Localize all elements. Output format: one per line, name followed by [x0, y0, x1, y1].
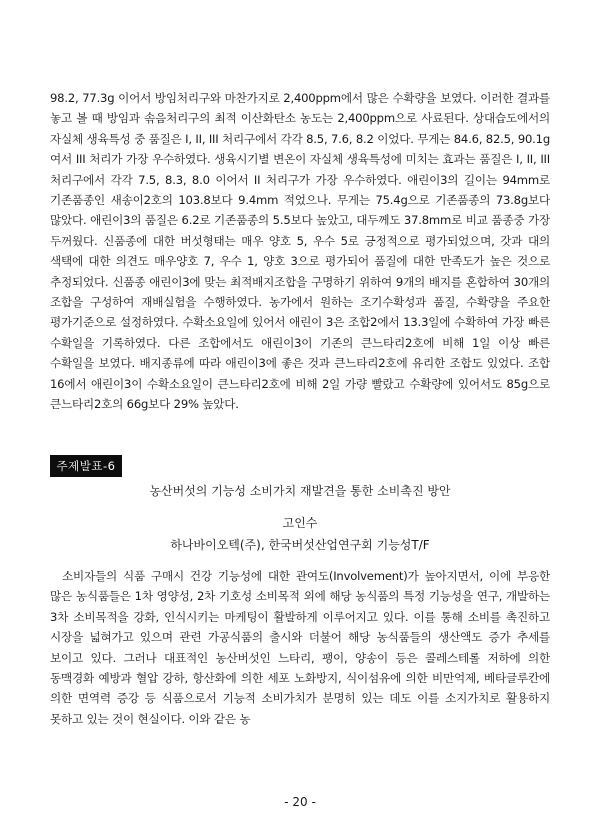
body-paragraph-1: 98.2, 77.3g 이어서 방임처리구와 마찬가지로 2,400ppm에서 많은 수확량을 보였다. 이러한 결과를 놓고 볼 때 방임과 솎음처리구의 최적 이산화탄소 농도는 2,400ppm으로 사료된다. 상대습도에서의 자실체 생육특성 중 품질은 I, II, III 처리구에서 각각 8.5, 7.6, 8.2 이었다. 무게는 84.6, 82.5, 90.1g 여서 III 처리가 가장 우수하였다. 생육시기별 변온이 자실체 생육특성에 미치는 효과는 품질은 I, II, III 처리구에서 각각 7.5, 8.3, 8.0 이어서 II 처리구가 가장 우수하였다. 애린이3의 길이는 94mm로 기존품종인 새송이2호의 103.8보다 9.4mm 적었으나. 무게는 75.4g으로 기존품종의 73.8g보다 많았다. 애린이3의 품질은 6.2로 기존품종의 5.5보다 높았고, 대두께도 37.8mm로 비교 품종중 가장 두꺼웠다. 신품종에 대한 버섯형태는 매우 양호 5, 우수 5로 긍정적으로 평가되었으며, 갓과 대의 색택에 대한 의견도 매우양호 7, 우수 1, 양호 3으로 평가되어 품질에 대한 만족도가 높은 것으로 추정되었다. 신품종 애린이3에 맞는 최적배지조합을 구명하기 위하여 9개의 배지를 혼합하여 30개의 조합을 구성하여 재배실험을 수행하였다. 농가에서 원하는 조기수확성과 품질, 수확량을 주요한 평가기준으로 설정하였다. 수확소요일에 있어서 애린이 3은 조합2에서 13.3일에 수확하여 가장 빠른 수확일을 기록하였다. 다른 조합에서도 애린이3이 기존의 큰느타리2호에 비해 1일 이상 빠른 수확일을 보였다. 배지종류에 따라 애린이3에 좋은 것과 큰느타리2호에 유리한 조합도 있었다. 조합 16에서 애린이3이 수확소요일이 큰느타리2호에 비해 2일 가량 빨랐고 수확량에 있어서도 85g으로 큰느타리2호의 66g보다 29% 높았다. [50, 91, 550, 412]
body-paragraph-2: 소비자들의 식품 구매시 건강 기능성에 대한 관여도(Involvement)가 높아지면서, 이에 부응한 많은 농식품들은 1차 영양성, 2차 기호성 소비목적 외에 해당 농식품의 특정 기능성을 연구, 개발하는 3차 소비목적을 강화, 인식시키는 마케팅이 활발하게 이루어지고 있다. 이를 통해 소비를 촉진하고 시장을 넓혀가고 있으며 관련 가공식품의 출시와 더불어 해당 농식품들의 생산액도 증가 추세를 보이고 있다. 그러나 대표적인 농산버섯인 느타리, 팽이, 양송이 등은 콜레스테롤 저하에 의한 동맥경화 예방과 혈압 강하, 항산화에 의한 세포 노화방지, 식이섬유에 의한 비만억제, 베타글루칸에 의한 면역력 증강 등 식품으로서 기능적 소비가치가 분명히 있는 데도 이를 소지가치로 활용하지 못하고 있는 것이 현실이다. 이와 같은 농 [50, 569, 550, 726]
author-name: 고인수 [282, 516, 318, 530]
section-label: 주제발표-6 [50, 455, 122, 477]
section-title: 농산버섯의 기능성 소비가치 재발견을 통한 소비촉진 방안 [149, 484, 451, 498]
author-affiliation: 하나바이오텍(주), 한국버섯산업연구회 기능성T/F [170, 538, 430, 552]
page-number: - 20 - [284, 795, 316, 809]
